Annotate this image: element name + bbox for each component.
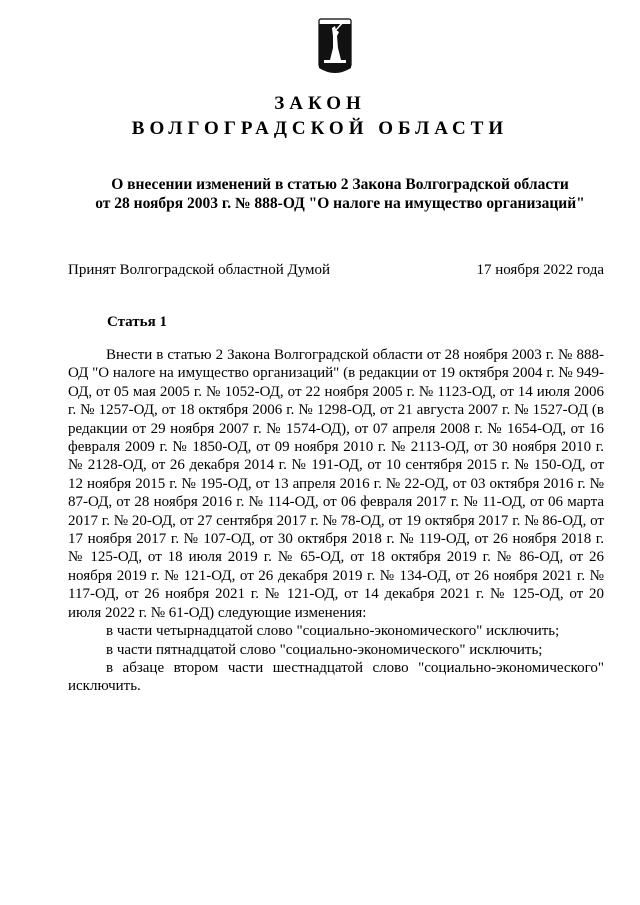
volgograd-coat-of-arms-icon [318, 18, 352, 76]
amendment-item: в абзаце втором части шестнадцатой слово "социально-экономического" исключить. [68, 659, 604, 695]
law-title-line2: ВОЛГОГРАДСКОЙ ОБЛАСТИ [131, 118, 509, 139]
law-subject-line2: от 28 ноября 2003 г. № 888-ОД "О налоге на имущество организаций" [95, 195, 585, 212]
law-subject-line1: О внесении изменений в статью 2 Закона Волгоградской области [111, 176, 569, 193]
amendment-item: в части четырнадцатой слово "социально-экономического" исключить; [106, 623, 560, 640]
article-heading: Статья 1 [107, 314, 167, 330]
amendment-item: в части пятнадцатой слово "социально-экономического" исключить; [106, 641, 543, 658]
article-body [68, 346, 604, 696]
adoption-date: 17 ноября 2022 года [476, 262, 604, 278]
adoption-line [68, 262, 604, 279]
article-lead-paragraph: Внести в статью 2 Закона Волгоградской области от 28 ноября 2003 г. № 888-ОД "О налоге на имущество организаций" (в редакции от 19 октября 2004 г. № 949-ОД, от 05 мая 2005 г. № 1052-ОД, от 22 ноября 2005 г. № 1123-ОД, от 14 июля 2006 г. № 1257-ОД, от 18 октября 2006 г. № 1298-ОД, от 21 августа 2007 г. № 1527-ОД (в редакции от 29 ноября 2007 г. № 1574-ОД), от 07 апреля 2008 г. № 1654-ОД, от 16 февраля 2009 г. № 1850-ОД, от 09 ноября 2010 г. № 2113-ОД, от 30 ноября 2010 г. № 2128-ОД, от 26 декабря 2014 г. № 191-ОД, от 10 сентября 2015 г. № 150-ОД, от 12 ноября 2015 г. № 195-ОД, от 13 апреля 2016 г. № 22-ОД, от 03 октября 2016 г. № 87-ОД, от 28 ноября 2016 г. № 114-ОД, от 06 февраля 2017 г. № 11-ОД, от 06 марта 2017 г. № 20-ОД, от 27 сентября 2017 г. № 78-ОД, от 19 октября 2017 г. № 86-ОД, от 17 ноября 2017 г. № 107-ОД, от 30 октября 2018 г. № 119-ОД, от 26 ноября 2018 г. № 125-ОД, от 18 июля 2019 г. № 65-ОД, от 18 октября 2019 г. № 86-ОД, от 26 ноября 2019 г. № 121-ОД, от 26 декабря 2019 г. № 134-ОД, от 26 ноября 2021 г. № 117-ОД, от 26 ноября 2021 г. № 121-ОД, от 14 декабря 2021 г. № 125-ОД, от 20 июля 2022 г. № 61-ОД) следующие изменения: [68, 347, 604, 621]
law-title-line1: ЗАКОН [274, 93, 366, 114]
adopted-by: Принят Волгоградской областной Думой [68, 262, 331, 278]
